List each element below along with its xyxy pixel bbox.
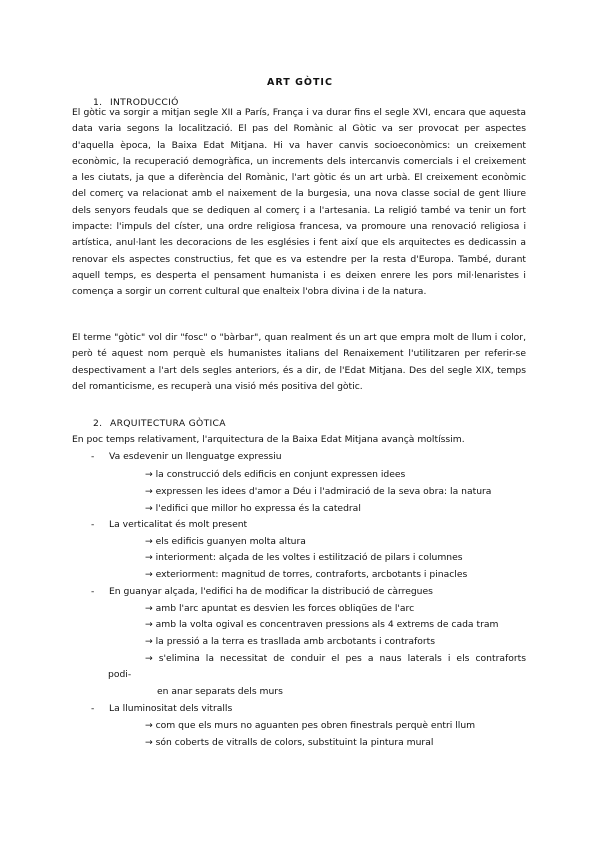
list-item <box>91 519 247 530</box>
sub-item: → els edificis guanyen molta altura <box>145 536 306 547</box>
list-item-text: La lluminositat dels vitralls <box>109 703 233 714</box>
sub-item: → expressen les idees d'amor a Déu i l'admiració de la seva obra: la natura <box>145 486 492 497</box>
section-title: INTRODUCCIÓ <box>110 97 179 108</box>
document-title: ART GÒTIC <box>267 77 333 88</box>
paragraph: El gòtic va sorgir a mitjan segle XII a París, França i va durar fins el segle XVI, encara que aquesta data varia segons la localització. El pas del Romànic al Gòtic va ser provocat per aspectes d'aquella època, la Baixa Edat Mitjana. Hi va haver canvis socioeconòmics: un creixement econòmic, la recuperació demogràfica, un increments dels intercanvis comercials i el creixement a les ciutats, ja que a diferència del Romànic, l'art gòtic és un art urbà. El creixement econòmic del comerç va relacionat amb el naixement de la burgesia, una nova classe social de gent lliure dels senyors feudals que se dediquen al comerç i a l'artesania. La religió també va tenir un fort impacte: l'impuls del císter, una ordre religiosa francesa, va promoure una renovació religiosa i artística, anul·lant les decoracions de les esglésies i fent així que els arquitectes es dedicassin a renovar els aspectes constructius, fet que es va estendre per la resta d'Europa. També, durant aquell temps, es desperta el pensament humanista i es deixen enrere les pors mil·lenaristes i comença a sorgir un corrent cultural que enalteix l'obra divina i de la natura. <box>72 107 526 298</box>
sub-item: → exteriorment: magnitud de torres, contraforts, arcbotants i pinacles <box>145 569 468 580</box>
list-item <box>91 703 232 714</box>
sub-item: → interiorment: alçada de les voltes i estilització de pilars i columnes <box>145 552 463 563</box>
list-dash: - <box>91 519 95 530</box>
list-item-text: La verticalitat és molt present <box>109 519 248 530</box>
section-title: ARQUITECTURA GÒTICA <box>110 418 226 429</box>
list-dash: - <box>91 451 95 462</box>
list-item <box>91 586 433 597</box>
section-number: 2. <box>93 418 103 429</box>
sub-item: → la pressió a la terra es trasllada amb arcbotants i contraforts <box>145 636 435 647</box>
sub-item: → com que els murs no aguanten pes obren finestrals perquè entri llum <box>145 720 476 731</box>
sub-item: → són coberts de vitralls de colors, substituint la pintura mural <box>145 737 434 748</box>
sub-item-continuation: en anar separats dels murs <box>157 686 283 697</box>
sub-item: → amb l'arc apuntat es desvien les forces obliqües de l'arc <box>145 603 415 614</box>
paragraph: El terme "gòtic" vol dir "fosc" o "bàrbar", quan realment és un art que empra molt de llum i color, però té aquest nom perquè els humanistes italians del Renaixement l'utilitzaren per referir-se despectivament a l'art dels segles anteriors, és a dir, de l'Edat Mitjana. Des del segle XIX, temps del romanticisme, es recuperà una visió més positiva del gòtic. <box>72 332 526 392</box>
section-intro: En poc temps relativament, l'arquitectura de la Baixa Edat Mitjana avançà moltíssim. <box>72 434 465 445</box>
list-item-text: En guanyar alçada, l'edifici ha de modificar la distribució de càrregues <box>109 586 433 597</box>
sub-item-continuation: podi- <box>108 669 132 680</box>
sub-item: → amb la volta ogival es concentraven pressions als 4 extrems de cada tram <box>145 619 499 630</box>
list-item-text: Va esdevenir un llenguatge expressiu <box>109 451 282 462</box>
list-item <box>91 451 282 462</box>
section-heading-arquitectura <box>93 418 226 429</box>
list-dash: - <box>91 586 95 597</box>
section-number: 1. <box>93 97 103 108</box>
sub-item: → s'elimina la necessitat de conduir el pes a naus laterals i els contraforts <box>145 653 526 664</box>
sub-item: → l'edifici que millor ho expressa és la catedral <box>145 503 361 514</box>
sub-item: → la construcció dels edificis en conjunt expressen idees <box>145 469 406 480</box>
list-dash: - <box>91 703 95 714</box>
